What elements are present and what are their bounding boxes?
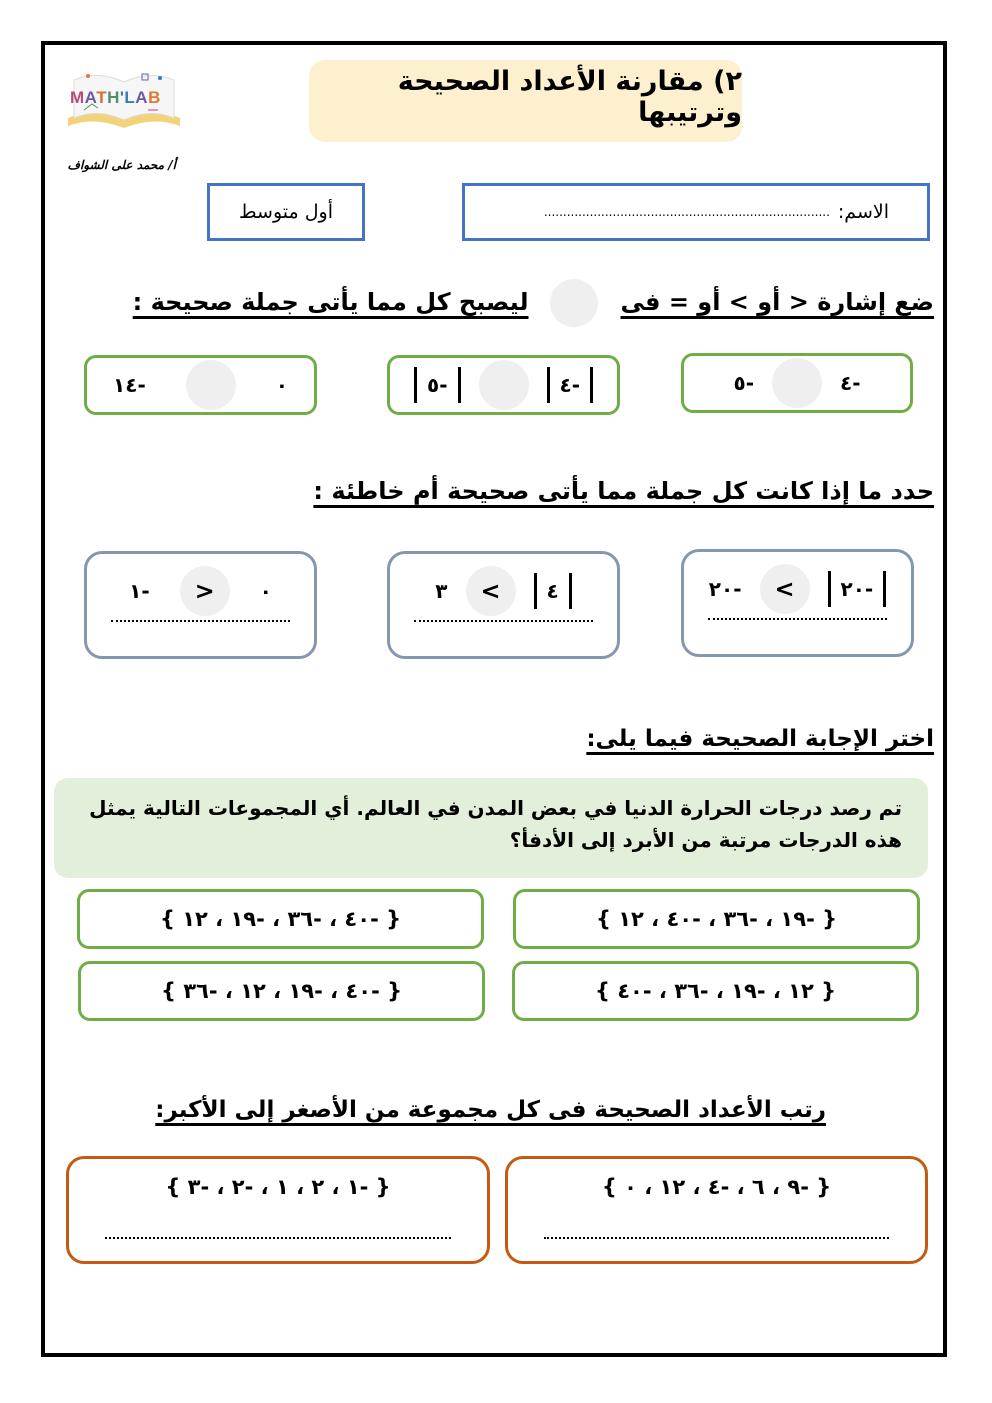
compare-right-value: ٠ — [275, 373, 288, 397]
section3-heading: اختر الإجابة الصحيحة فيما يلى: — [586, 726, 934, 752]
section4-heading: رتب الأعداد الصحيحة فى كل مجموعة من الأصغر إلى الأكبر: — [155, 1097, 826, 1123]
student-name-field[interactable] — [462, 183, 930, 241]
sign-circle-example — [550, 279, 598, 327]
true-false-item-3 — [84, 551, 317, 659]
true-false-item-1 — [681, 549, 914, 657]
answer-line[interactable] — [414, 620, 593, 622]
grade-label: أول متوسط — [239, 201, 333, 223]
compare-item-3 — [84, 355, 317, 415]
compare-left-value: -٥ — [733, 371, 754, 395]
abs-value: -٢٠ — [828, 571, 887, 607]
answer-line[interactable] — [544, 1237, 889, 1239]
section1-heading: ضع إشارة < أو > أو = فىليصبح كل مما يأتى جملة صحيحة : — [133, 279, 934, 327]
answer-line[interactable] — [708, 618, 887, 620]
integer-set: { -٩ ، ٦ ، -٤ ، ١٢ ، ٠ } — [601, 1175, 832, 1199]
option-4[interactable]: { -٤٠ ، -١٩ ، ١٢ ، -٣٦ } — [78, 961, 485, 1021]
comparison-sign: < — [180, 566, 230, 616]
option-3[interactable]: { ١٢ ، -١٩ ، -٣٦ ، -٤٠ } — [512, 961, 919, 1021]
true-false-item-2 — [387, 551, 620, 659]
compare-right-value: -٤ — [840, 371, 861, 395]
order-set-2 — [66, 1156, 490, 1264]
compare-value: ٠ — [259, 579, 272, 603]
order-set-1 — [505, 1156, 928, 1264]
compare-left-value: -١٤ — [113, 373, 146, 397]
compare-value: -٢٠ — [708, 577, 742, 601]
question-box — [54, 778, 928, 878]
comparison-sign: > — [760, 564, 810, 614]
teacher-name: أ/ محمد على الشواف — [67, 158, 176, 172]
logo-text: MATH'LAB — [70, 88, 161, 107]
worksheet-title — [309, 60, 742, 142]
comparison-sign: > — [466, 566, 516, 616]
title-text: ٢) مقارنة الأعداد الصحيحة وترتيبها — [397, 66, 742, 128]
question-line-2: هذه الدرجات مرتبة من الأبرد إلى الأدفأ؟ — [509, 828, 902, 852]
sign-answer-circle[interactable] — [479, 360, 529, 410]
compare-value: ٣ — [435, 579, 448, 603]
compare-item-2 — [387, 355, 620, 415]
option-2[interactable]: { -٤٠ ، -٣٦ ، -١٩ ، ١٢ } — [77, 889, 484, 949]
compare-item-1 — [681, 353, 913, 413]
compare-value: -١ — [129, 579, 150, 603]
grade-box — [207, 183, 365, 241]
math-lab-logo — [64, 66, 184, 136]
option-1[interactable]: { -١٩ ، -٣٦ ، -٤٠ ، ١٢ } — [513, 889, 920, 949]
name-label: الاسم: — [837, 201, 889, 223]
answer-line[interactable] — [111, 620, 290, 622]
question-line-1: تم رصد درجات الحرارة الدنيا في بعض المدن في العالم. أي المجموعات التالية يمثل — [89, 796, 902, 820]
abs-value: ٤ — [534, 573, 572, 609]
section2-heading: حدد ما إذا كانت كل جملة مما يأتى صحيحة أم خاطئة : — [313, 477, 934, 505]
answer-line[interactable] — [105, 1237, 451, 1239]
sign-answer-circle[interactable] — [772, 358, 822, 408]
sign-answer-circle[interactable] — [186, 360, 236, 410]
abs-value-left: -٥ — [414, 367, 461, 403]
name-input-line[interactable]: ........................................................................... — [543, 205, 830, 219]
abs-value-right: -٤ — [547, 367, 594, 403]
integer-set: { -١ ، ٢ ، ١ ، -٢ ، -٣ } — [165, 1175, 391, 1199]
